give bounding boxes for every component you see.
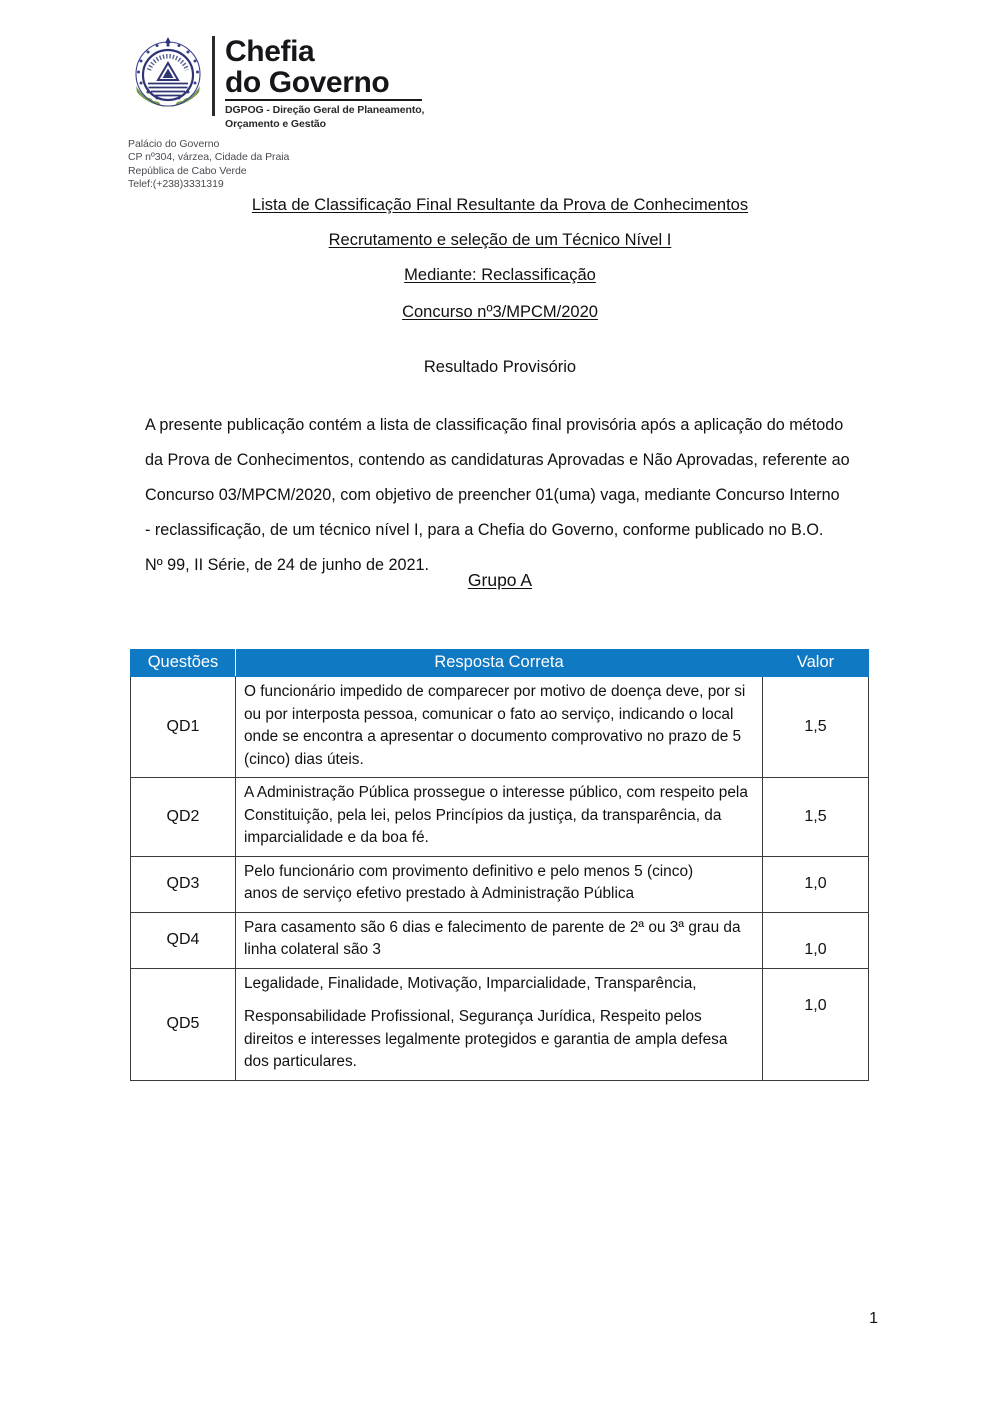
cell-questao: QD5: [131, 968, 236, 1080]
table-row: [131, 856, 869, 912]
paragraph-line-2: da Prova de Conhecimentos, contendo as candidaturas Aprovadas e Não Aprovadas, referente ao: [145, 451, 850, 469]
cell-questao: QD2: [131, 778, 236, 857]
cell-valor: 1,5: [763, 778, 869, 857]
cell-resposta: [236, 856, 763, 912]
resposta-paragraph: Legalidade, Finalidade, Motivação, Imparcialidade, Transparência,: [244, 974, 697, 992]
address-line-4: Telef:(+238)3331319: [128, 178, 224, 191]
cape-verde-coat-of-arms-icon: [128, 34, 208, 118]
concurso-line: Concurso nº3/MPCM/2020: [402, 303, 598, 321]
cell-questao: QD1: [131, 677, 236, 778]
cell-valor: 1,0: [763, 912, 869, 968]
cell-questao: QD3: [131, 856, 236, 912]
intro-paragraph: [145, 408, 863, 583]
page-number: 1: [869, 1310, 878, 1327]
resposta-paragraph: Responsabilidade Profissional, Segurança Jurídica, Respeito pelos direitos e interesses legalmente protegidos e garantia de ampla defesa dos particulares.: [244, 1008, 728, 1070]
table-row: [131, 912, 869, 968]
cell-questao: QD4: [131, 912, 236, 968]
cell-valor: 1,0: [763, 856, 869, 912]
table-row: [131, 968, 869, 1080]
resposta-paragraph: Pelo funcionário com provimento definitivo e pelo menos 5 (cinco): [244, 862, 694, 880]
table-header-row: [131, 650, 869, 677]
column-header-questoes: Questões: [131, 650, 236, 677]
cell-valor: 1,5: [763, 677, 869, 778]
grupo-heading: Grupo A: [467, 570, 533, 590]
org-subtitle-line1: DGPOG - Direção Geral de Planeamento,: [225, 104, 425, 116]
resposta-paragraph: Para casamento são 6 dias e falecimento de parente de 2ª ou 3ª grau da linha colateral são 3: [244, 918, 741, 958]
org-name-line1: Chefia: [225, 35, 315, 68]
cell-resposta: [236, 912, 763, 968]
cell-resposta: [236, 677, 763, 778]
resposta-paragraph: O funcionário impedido de comparecer por motivo de doença deve, por si ou por interposta pessoa, comunicar o fato ao serviço, indicando o local onde se encontra a apresentar o documento comprovativo no prazo de 5 (cinco) dias úteis.: [244, 683, 746, 768]
resposta-paragraph: anos de serviço efetivo prestado à Administração Pública: [244, 885, 635, 902]
answers-table: [130, 649, 869, 1081]
page-title: Lista de Classificação Final Resultante da Prova de Conhecimentos: [251, 196, 749, 214]
table-row: [131, 778, 869, 857]
address-line-3: República de Cabo Verde: [128, 164, 247, 177]
address-line-1: Palácio do Governo: [128, 138, 220, 150]
mediante-line: Mediante: Reclassificação: [404, 266, 596, 284]
letterhead: [128, 34, 588, 192]
paragraph-line-5: Nº 99, II Série, de 24 de junho de 2021.: [145, 556, 430, 574]
address-block: [128, 138, 588, 192]
resposta-paragraph: A Administração Pública prossegue o interesse público, com respeito pela Constituição, pela lei, pelos Princípios da justiça, da transparência, da imparcialidade e da boa fé.: [244, 784, 748, 846]
cell-resposta: [236, 968, 763, 1080]
column-header-resposta: Resposta Correta: [236, 650, 763, 677]
table-row: [131, 677, 869, 778]
cell-resposta: [236, 778, 763, 857]
paragraph-line-1: A presente publicação contém a lista de classificação final provisória após a aplicação do método: [145, 416, 844, 434]
letterhead-underline: [225, 99, 422, 101]
letterhead-divider: [212, 36, 215, 116]
resultado-provisorio-line: Resultado Provisório: [423, 358, 577, 376]
org-name-line2: do Governo: [225, 66, 390, 99]
cell-valor: 1,0: [763, 968, 869, 1080]
address-line-2: CP nº304, várzea, Cidade da Praia: [128, 151, 290, 164]
paragraph-line-3: Concurso 03/MPCM/2020, com objetivo de preencher 01(uma) vaga, mediante Concurso Interno: [145, 486, 840, 504]
org-subtitle-line2: Orçamento e Gestão: [225, 117, 326, 130]
page-subtitle: Recrutamento e seleção de um Técnico Nível I: [328, 231, 672, 249]
column-header-valor: Valor: [763, 650, 869, 677]
paragraph-line-4: - reclassificação, de um técnico nível I, para a Chefia do Governo, conforme publicado no B.O.: [145, 521, 824, 539]
